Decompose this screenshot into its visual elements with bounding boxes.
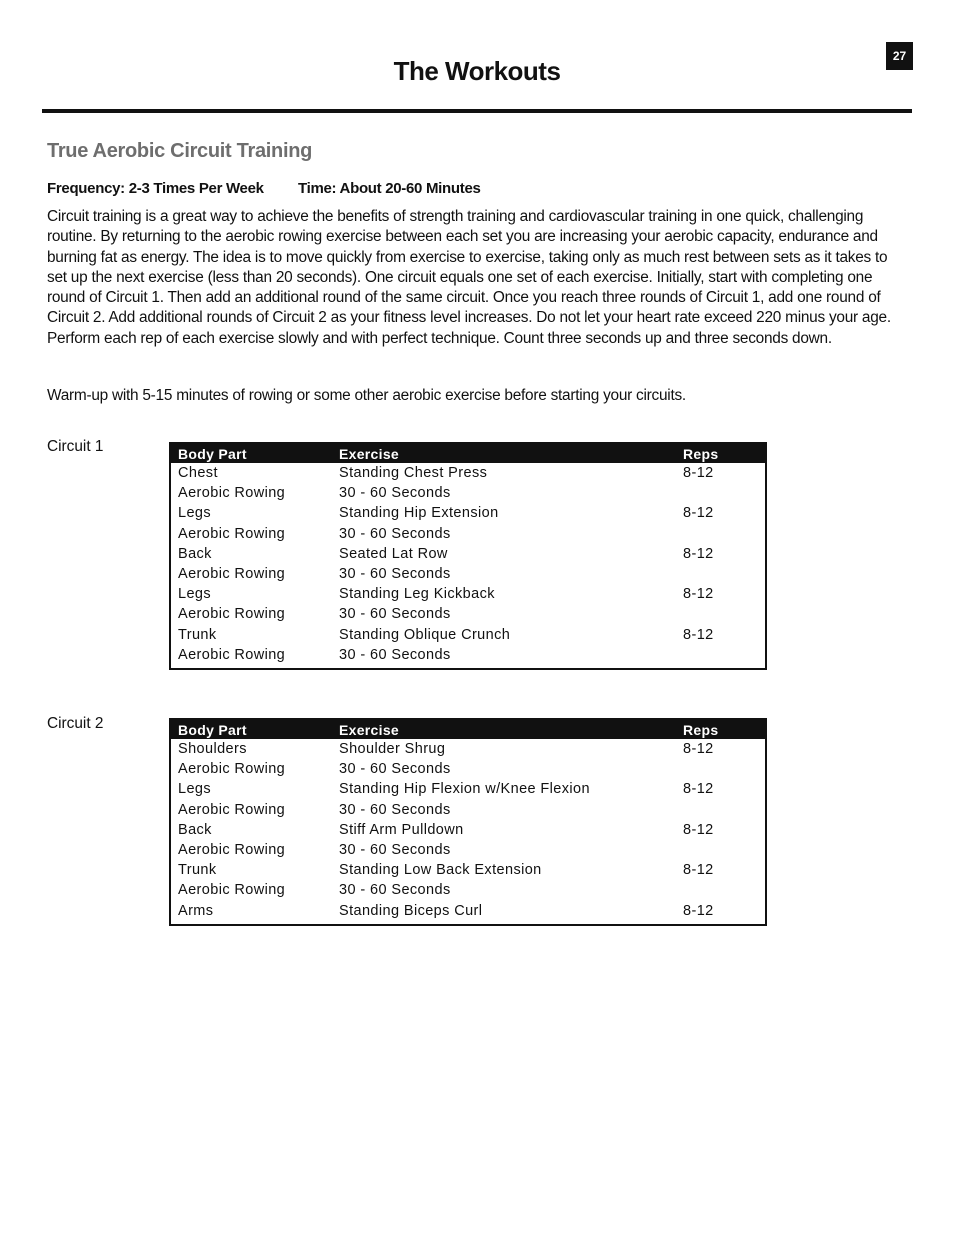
cell-reps: 8-12 (683, 862, 714, 879)
cell-exercise: Standing Hip Flexion w/Knee Flexion (339, 781, 590, 798)
cell-body-part: Aerobic Rowing (178, 761, 286, 778)
frequency-text: Frequency: 2-3 Times Per Week (47, 180, 264, 197)
cell-exercise: 30 - 60 Seconds (339, 761, 451, 778)
cell-reps: 8-12 (683, 741, 714, 758)
circuit-1-label: Circuit 1 (47, 438, 104, 455)
cell-exercise: 30 - 60 Seconds (339, 606, 451, 623)
cell-exercise: Standing Hip Extension (339, 505, 499, 522)
table-row (171, 503, 765, 523)
circuit-2-label: Circuit 2 (47, 715, 104, 732)
intro-paragraph: Circuit training is a great way to achieve the benefits of strength training and cardiovascular training in one quick, challenging routine. By returning to the aerobic rowing exercise between each set you are increasing your aerobic capacity, endurance and burning fat as energy. The idea is to move quickly from exercise to exercise, taking only as much rest between sets as it takes to set up the next exercise (less than 20 seconds). One circuit equals one set of each exercise. Initially, start with completing one round of Circuit 1. Then add an additional round of the same circuit. Once you reach three rounds of Circuit 1, add one round of Circuit 2. Add additional rounds of Circuit 2 as your fitness level increases. Do not let your heart rate exceed 220 minus your age. Perform each rep of each exercise slowly and with perfect technique. Count three seconds up and three seconds down. (47, 208, 891, 347)
table-row (171, 645, 765, 665)
circuit-1-table (169, 442, 767, 670)
cell-exercise: 30 - 60 Seconds (339, 525, 451, 542)
table-row (171, 779, 765, 799)
cell-body-part: Aerobic Rowing (178, 801, 286, 818)
header-reps: Reps (683, 721, 719, 738)
table-row (171, 820, 765, 840)
header-exercise: Exercise (339, 721, 400, 738)
table-row (171, 759, 765, 779)
cell-reps: 8-12 (683, 545, 714, 562)
cell-reps: 8-12 (683, 505, 714, 522)
cell-exercise: 30 - 60 Seconds (339, 801, 451, 818)
table-row (171, 483, 765, 503)
table-row (171, 800, 765, 820)
table-header (171, 444, 765, 463)
table-row (171, 463, 765, 483)
header-body-part: Body Part (178, 721, 247, 738)
cell-reps: 8-12 (683, 586, 714, 603)
cell-reps: 8-12 (683, 902, 714, 919)
warmup-paragraph: Warm-up with 5-15 minutes of rowing or some other aerobic exercise before starting your circuits. (47, 387, 686, 404)
cell-body-part: Arms (178, 902, 214, 919)
table-row (171, 625, 765, 645)
table-row (171, 604, 765, 624)
cell-body-part: Aerobic Rowing (178, 525, 286, 542)
table-body (171, 739, 765, 924)
cell-exercise: Standing Leg Kickback (339, 586, 495, 603)
cell-exercise: 30 - 60 Seconds (339, 842, 451, 859)
section-heading: True Aerobic Circuit Training (47, 140, 313, 162)
cell-body-part: Shoulders (178, 741, 247, 758)
table-row (171, 524, 765, 544)
cell-exercise: Standing Chest Press (339, 465, 488, 482)
header-exercise: Exercise (339, 445, 400, 462)
page-number: 27 (886, 42, 913, 70)
cell-reps: 8-12 (683, 465, 714, 482)
cell-body-part: Legs (178, 505, 212, 522)
cell-exercise: 30 - 60 Seconds (339, 882, 451, 899)
cell-exercise: Stiff Arm Pulldown (339, 821, 464, 838)
table-row (171, 880, 765, 900)
workout-meta (47, 180, 481, 197)
table-row (171, 584, 765, 604)
table-row (171, 860, 765, 880)
table-body (171, 463, 765, 668)
time-text: Time: About 20-60 Minutes (298, 180, 481, 197)
table-row (171, 564, 765, 584)
cell-exercise: Seated Lat Row (339, 545, 448, 562)
cell-body-part: Back (178, 821, 212, 838)
cell-exercise: Shoulder Shrug (339, 741, 446, 758)
cell-exercise: 30 - 60 Seconds (339, 646, 451, 663)
table-row (171, 544, 765, 564)
title-divider (42, 109, 912, 113)
cell-reps: 8-12 (683, 626, 714, 643)
cell-body-part: Aerobic Rowing (178, 646, 286, 663)
table-row (171, 840, 765, 860)
cell-body-part: Aerobic Rowing (178, 485, 286, 502)
cell-body-part: Aerobic Rowing (178, 566, 286, 583)
table-row (171, 739, 765, 759)
table-row (171, 901, 765, 921)
page-title: The Workouts (393, 56, 561, 86)
cell-body-part: Trunk (178, 862, 217, 879)
cell-reps: 8-12 (683, 821, 714, 838)
cell-exercise: Standing Oblique Crunch (339, 626, 511, 643)
cell-exercise: 30 - 60 Seconds (339, 485, 451, 502)
cell-body-part: Legs (178, 586, 212, 603)
cell-body-part: Legs (178, 781, 212, 798)
header-reps: Reps (683, 445, 719, 462)
header-body-part: Body Part (178, 445, 247, 462)
cell-exercise: Standing Biceps Curl (339, 902, 483, 919)
table-header (171, 720, 765, 739)
cell-exercise: 30 - 60 Seconds (339, 566, 451, 583)
cell-reps: 8-12 (683, 781, 714, 798)
cell-body-part: Trunk (178, 626, 217, 643)
cell-body-part: Aerobic Rowing (178, 842, 286, 859)
cell-exercise: Standing Low Back Extension (339, 862, 542, 879)
cell-body-part: Back (178, 545, 212, 562)
cell-body-part: Aerobic Rowing (178, 882, 286, 899)
cell-body-part: Chest (178, 465, 218, 482)
cell-body-part: Aerobic Rowing (178, 606, 286, 623)
circuit-2-table (169, 718, 767, 926)
